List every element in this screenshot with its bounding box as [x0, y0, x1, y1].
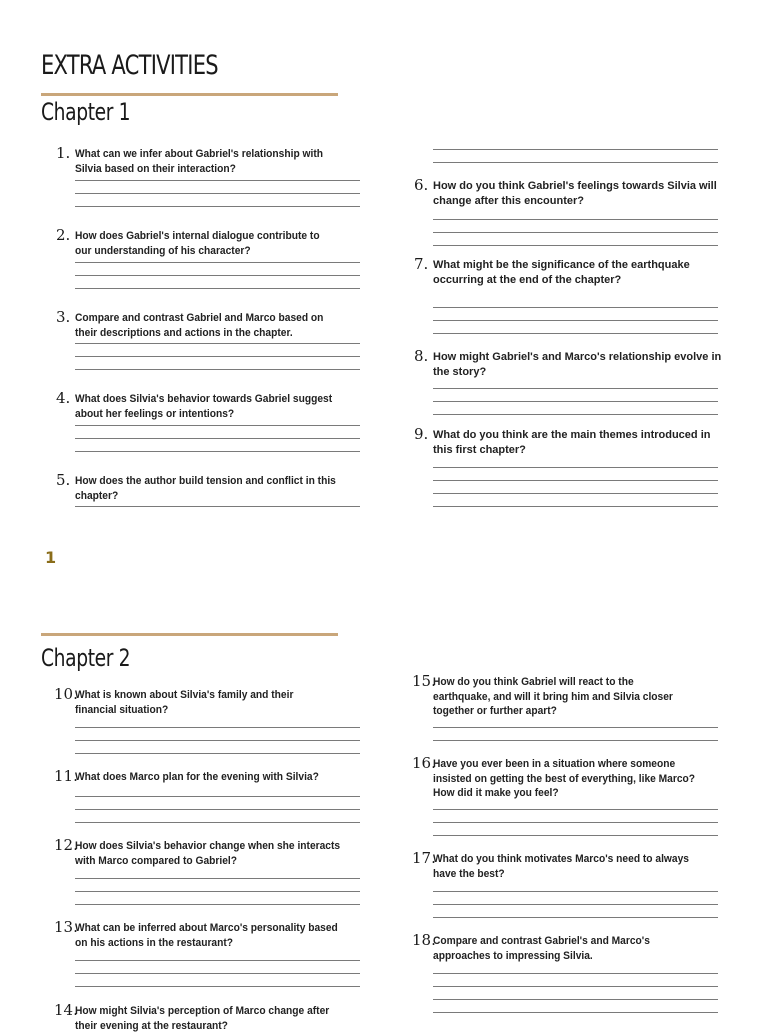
question-number: 2. — [56, 226, 70, 244]
question-number: 16. — [412, 754, 436, 772]
answer-line[interactable] — [433, 973, 718, 974]
question-text: How does Silvia's behavior change when she interacts — [75, 839, 340, 854]
answer-line[interactable] — [75, 369, 360, 370]
chapter-1-heading: Chapter 1 — [41, 98, 130, 126]
question-number: 7. — [414, 255, 428, 273]
answer-line[interactable] — [75, 275, 360, 276]
answer-line[interactable] — [75, 425, 360, 426]
answer-line[interactable] — [75, 740, 360, 741]
question-text: the story? — [433, 365, 486, 380]
question-text: about her feelings or intentions? — [75, 407, 234, 422]
question-text: Have you ever been in a situation where someone — [433, 757, 675, 772]
answer-line[interactable] — [75, 973, 360, 974]
answer-line[interactable] — [75, 206, 360, 207]
question-text: How did it make you feel? — [433, 786, 559, 801]
question-text: Compare and contrast Gabriel's and Marco's — [433, 934, 650, 949]
answer-line[interactable] — [75, 262, 360, 263]
answer-line[interactable] — [433, 219, 718, 220]
answer-line[interactable] — [433, 149, 718, 150]
question-text: How does the author build tension and conflict in this — [75, 474, 336, 489]
answer-line[interactable] — [433, 740, 718, 741]
answer-line[interactable] — [75, 180, 360, 181]
question-text: How might Silvia's perception of Marco change after — [75, 1004, 329, 1019]
answer-line[interactable] — [433, 493, 718, 494]
question-text: have the best? — [433, 867, 505, 882]
question-number: 18. — [412, 931, 436, 949]
answer-line[interactable] — [433, 822, 718, 823]
answer-line[interactable] — [433, 401, 718, 402]
question-number: 6. — [414, 176, 428, 194]
question-number: 13. — [54, 918, 78, 936]
answer-line[interactable] — [75, 727, 360, 728]
question-number: 15. — [412, 672, 436, 690]
answer-line[interactable] — [433, 388, 718, 389]
question-text: What do you think motivates Marco's need to always — [433, 852, 689, 867]
answer-line[interactable] — [433, 480, 718, 481]
page-title: EXTRA ACTIVITIES — [41, 50, 218, 81]
answer-line[interactable] — [433, 809, 718, 810]
question-text: occurring at the end of the chapter? — [433, 273, 621, 288]
answer-line[interactable] — [433, 904, 718, 905]
answer-line[interactable] — [75, 796, 360, 797]
answer-line[interactable] — [75, 878, 360, 879]
question-text: What can we infer about Gabriel's relationship with — [75, 147, 323, 162]
question-text: change after this encounter? — [433, 194, 584, 209]
question-text: What does Marco plan for the evening with Silvia? — [75, 770, 319, 785]
question-number: 5. — [56, 471, 70, 489]
answer-line[interactable] — [75, 753, 360, 754]
question-number: 17. — [412, 849, 436, 867]
answer-line[interactable] — [433, 506, 718, 507]
chapter-2-heading: Chapter 2 — [41, 644, 130, 672]
question-number: 14. — [54, 1001, 78, 1019]
answer-line[interactable] — [433, 307, 718, 308]
question-text: What do you think are the main themes introduced in — [433, 428, 710, 443]
question-number: 10. — [54, 685, 78, 703]
answer-line[interactable] — [433, 320, 718, 321]
answer-line[interactable] — [75, 193, 360, 194]
question-text: their descriptions and actions in the chapter. — [75, 326, 293, 341]
question-text: What can be inferred about Marco's personality based — [75, 921, 338, 936]
question-text: with Marco compared to Gabriel? — [75, 854, 237, 869]
question-text: together or further apart? — [433, 704, 557, 719]
question-text: approaches to impressing Silvia. — [433, 949, 593, 964]
question-text: What does Silvia's behavior towards Gabriel suggest — [75, 392, 332, 407]
answer-line[interactable] — [75, 438, 360, 439]
question-text: How do you think Gabriel will react to the — [433, 675, 634, 690]
answer-line[interactable] — [433, 891, 718, 892]
answer-line[interactable] — [433, 727, 718, 728]
question-text: financial situation? — [75, 703, 168, 718]
question-number: 11. — [54, 767, 78, 785]
answer-line[interactable] — [433, 1012, 718, 1013]
question-number: 1. — [56, 144, 70, 162]
answer-line[interactable] — [433, 414, 718, 415]
answer-line[interactable] — [75, 288, 360, 289]
question-text: What might be the significance of the earthquake — [433, 258, 690, 273]
question-text: How does Gabriel's internal dialogue contribute to — [75, 229, 320, 244]
question-number: 8. — [414, 347, 428, 365]
answer-line[interactable] — [433, 986, 718, 987]
answer-line[interactable] — [75, 822, 360, 823]
answer-line[interactable] — [75, 356, 360, 357]
page-number: 1 — [45, 548, 56, 567]
answer-line[interactable] — [433, 917, 718, 918]
answer-line[interactable] — [433, 835, 718, 836]
answer-line[interactable] — [433, 999, 718, 1000]
question-text: Silvia based on their interaction? — [75, 162, 236, 177]
answer-line[interactable] — [75, 451, 360, 452]
answer-line[interactable] — [433, 232, 718, 233]
answer-line[interactable] — [433, 245, 718, 246]
answer-line[interactable] — [433, 467, 718, 468]
question-number: 4. — [56, 389, 70, 407]
question-text: chapter? — [75, 489, 118, 504]
answer-line[interactable] — [75, 506, 360, 507]
answer-line[interactable] — [75, 904, 360, 905]
question-number: 12. — [54, 836, 78, 854]
question-text: their evening at the restaurant? — [75, 1019, 228, 1033]
question-number: 9. — [414, 425, 428, 443]
chapter-2-divider — [41, 633, 338, 636]
question-text: How do you think Gabriel's feelings towards Silvia will — [433, 179, 717, 194]
answer-line[interactable] — [75, 891, 360, 892]
question-text: What is known about Silvia's family and their — [75, 688, 293, 703]
question-text: Compare and contrast Gabriel and Marco based on — [75, 311, 323, 326]
question-text: this first chapter? — [433, 443, 526, 458]
answer-line[interactable] — [433, 162, 718, 163]
answer-line[interactable] — [433, 333, 718, 334]
question-number: 3. — [56, 308, 70, 326]
answer-line[interactable] — [75, 986, 360, 987]
answer-line[interactable] — [75, 960, 360, 961]
question-text: How might Gabriel's and Marco's relationship evolve in — [433, 350, 721, 365]
chapter-1-divider — [41, 93, 338, 96]
question-text: insisted on getting the best of everything, like Marco? — [433, 772, 695, 787]
question-text: earthquake, and will it bring him and Silvia closer — [433, 690, 673, 705]
question-text: our understanding of his character? — [75, 244, 251, 259]
question-text: on his actions in the restaurant? — [75, 936, 233, 951]
answer-line[interactable] — [75, 809, 360, 810]
answer-line[interactable] — [75, 343, 360, 344]
